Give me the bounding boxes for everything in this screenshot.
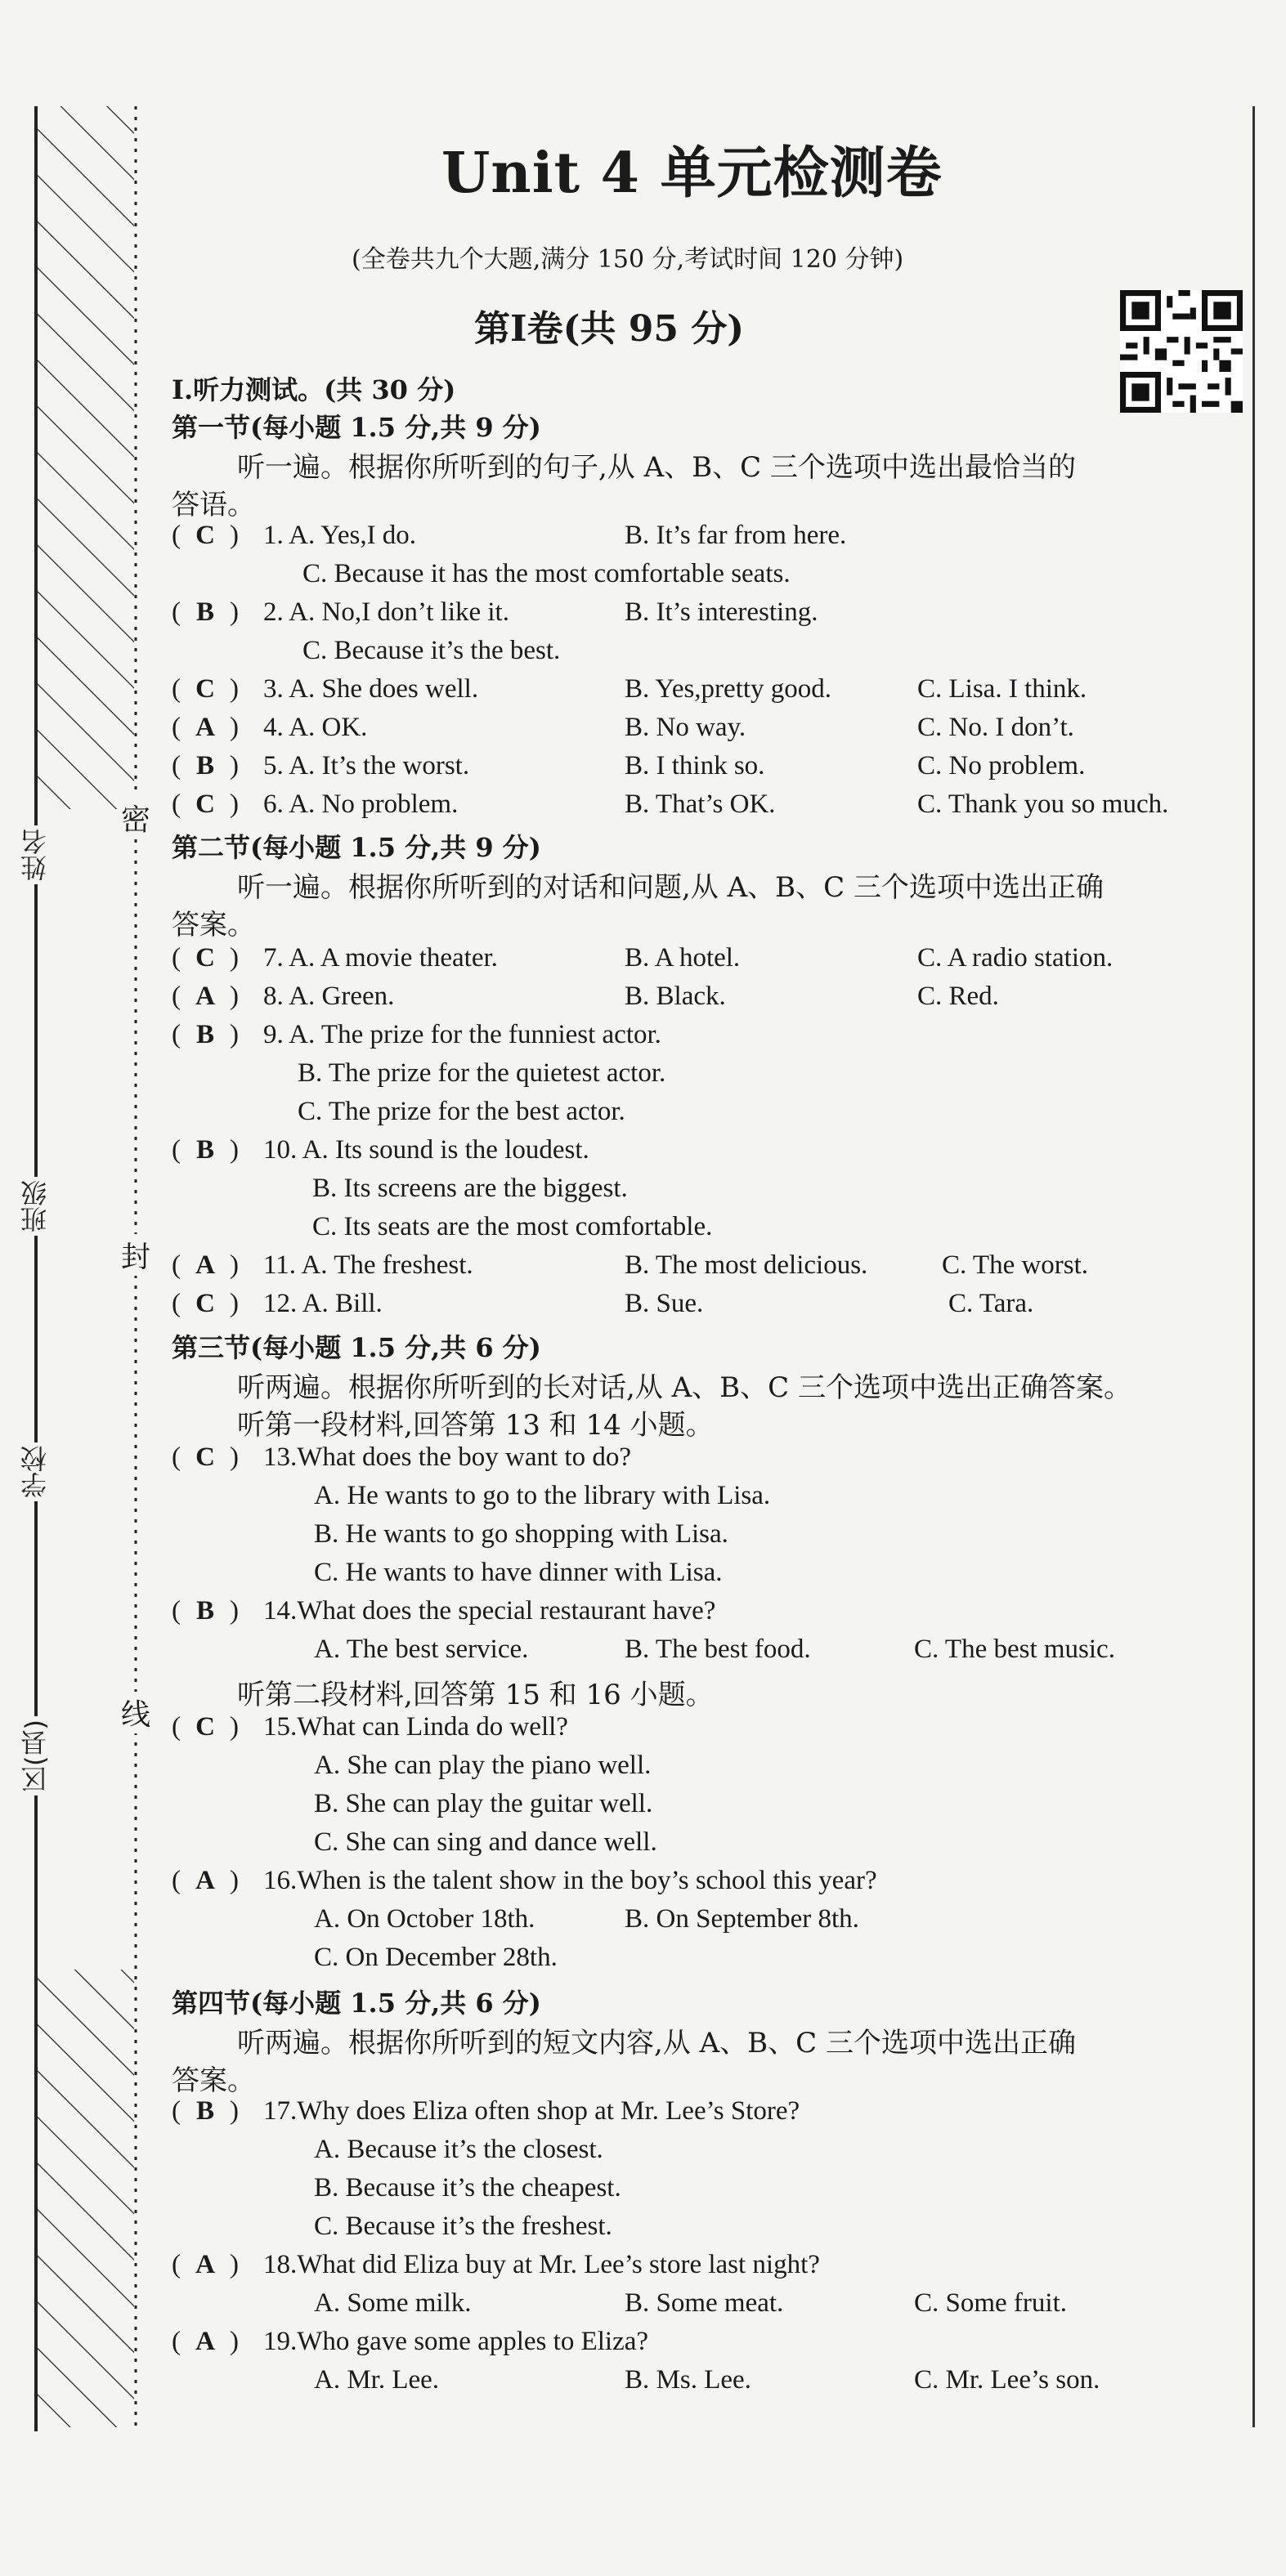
section2-heading: 第二节(每小题 1.5 分,共 9 分) — [172, 832, 541, 863]
answer-paren: ( A ) — [172, 982, 239, 1011]
q13-option-b: B. He wants to go shopping with Lisa. — [314, 1519, 728, 1549]
answer-2: B — [195, 597, 214, 627]
answer-paren: ( A ) — [172, 2250, 239, 2279]
q13-option-c: C. He wants to have dinner with Lisa. — [314, 1558, 723, 1587]
q3-option-c: C. Lisa. I think. — [917, 674, 1087, 704]
answer-paren: ( B ) — [172, 751, 239, 780]
answer-15: C — [195, 1712, 215, 1742]
answer-paren: ( A ) — [172, 2327, 239, 2356]
answer-paren: ( C ) — [172, 674, 239, 704]
listening-heading: Ⅰ.听力测试。(共 30 分) — [172, 374, 456, 405]
section2-instruction-cont: 答案。 — [172, 909, 255, 941]
seal-char-mi: 密 — [121, 797, 150, 839]
q15-option-b: B. She can play the guitar well. — [314, 1789, 653, 1818]
answer-18: A — [195, 2250, 215, 2279]
q4-option-c: C. No. I don’t. — [917, 713, 1074, 742]
q3-option-a: 3. A. She does well. — [263, 674, 479, 704]
answer-10: B — [195, 1135, 214, 1165]
q12-option-b: B. Sue. — [625, 1289, 704, 1318]
q7-option-c: C. A radio station. — [917, 943, 1113, 973]
answer-paren: ( A ) — [172, 1250, 239, 1280]
section3-material-2: 听第二段材料,回答第 15 和 16 小题。 — [237, 1679, 714, 1711]
section3-material-1: 听第一段材料,回答第 13 和 14 小题。 — [237, 1409, 714, 1442]
q11-option-b: B. The most delicious. — [625, 1250, 868, 1280]
answer-4: A — [195, 713, 215, 742]
answer-13: C — [195, 1442, 215, 1472]
answer-paren: ( B ) — [172, 1020, 239, 1049]
answer-paren: ( B ) — [172, 2096, 239, 2126]
q19-option-a: A. Mr. Lee. — [314, 2365, 440, 2395]
section4-instruction: 听两遍。根据你所听到的短文内容,从 A、B、C 三个选项中选出正确 — [237, 2027, 1076, 2059]
q1-option-a: 1. A. Yes,I do. — [263, 521, 417, 550]
q14-stem: 14.What does the special restaurant have? — [263, 1596, 716, 1626]
answer-paren: ( A ) — [172, 1866, 239, 1895]
answer-14: B — [195, 1596, 214, 1626]
q18-option-a: A. Some milk. — [314, 2288, 472, 2318]
answer-12: C — [195, 1289, 215, 1318]
q17-option-c: C. Because it’s the freshest. — [314, 2212, 612, 2241]
section1-instruction: 听一遍。根据你所听到的句子,从 A、B、C 三个选项中选出最恰当的 — [237, 451, 1076, 484]
q4-option-a: 4. A. OK. — [263, 713, 368, 742]
answer-6: C — [195, 789, 215, 819]
page-title: Unit 4 单元检测卷 — [441, 141, 943, 206]
q1-option-c: C. Because it has the most comfortable seats. — [302, 559, 791, 588]
q9-option-a: 9. A. The prize for the funniest actor. — [263, 1020, 661, 1049]
q14-option-b: B. The best food. — [625, 1635, 811, 1664]
q16-option-a: A. On October 18th. — [314, 1904, 535, 1934]
q16-option-b: B. On September 8th. — [625, 1904, 859, 1934]
q13-option-a: A. He wants to go to the library with Lisa. — [314, 1481, 771, 1510]
q2-option-a: 2. A. No,I don’t like it. — [263, 597, 509, 627]
q11-option-c: C. The worst. — [942, 1250, 1089, 1280]
answer-paren: ( C ) — [172, 789, 239, 819]
answer-3: C — [195, 674, 215, 704]
q15-stem: 15.What can Linda do well? — [263, 1712, 568, 1742]
q14-option-c: C. The best music. — [914, 1635, 1115, 1664]
answer-1: C — [195, 521, 215, 550]
answer-paren: ( B ) — [172, 597, 239, 627]
q10-option-c: C. Its seats are the most comfortable. — [312, 1212, 713, 1241]
answer-17: B — [195, 2096, 214, 2126]
q2-option-c: C. Because it’s the best. — [302, 636, 561, 665]
q8-option-a: 8. A. Green. — [263, 982, 395, 1011]
q13-stem: 13.What does the boy want to do? — [263, 1442, 631, 1472]
answer-7: C — [195, 943, 215, 973]
q16-option-c: C. On December 28th. — [314, 1943, 558, 1972]
q5-option-c: C. No problem. — [917, 751, 1086, 780]
q10-option-a: 10. A. Its sound is the loudest. — [263, 1135, 589, 1165]
q6-option-c: C. Thank you so much. — [917, 789, 1169, 819]
answer-8: A — [195, 982, 215, 1011]
answer-5: B — [195, 751, 214, 780]
q15-option-a: A. She can play the piano well. — [314, 1751, 652, 1780]
field-name-label: 姓名 — [16, 825, 54, 884]
section4-heading: 第四节(每小题 1.5 分,共 6 分) — [172, 1988, 541, 2019]
q7-option-b: B. A hotel. — [625, 943, 741, 973]
seal-char-feng: 封 — [121, 1234, 150, 1276]
q6-option-b: B. That’s OK. — [625, 789, 776, 819]
q8-option-c: C. Red. — [917, 982, 999, 1011]
hatch-bottom — [36, 1970, 134, 2427]
q19-option-b: B. Ms. Lee. — [625, 2365, 751, 2395]
answer-paren: ( C ) — [172, 943, 239, 973]
answer-paren: ( C ) — [172, 521, 239, 550]
part-title: 第Ⅰ卷(共 95 分) — [474, 308, 745, 350]
q10-option-b: B. Its screens are the biggest. — [312, 1174, 628, 1203]
answer-paren: ( A ) — [172, 713, 239, 742]
answer-16: A — [195, 1866, 215, 1895]
answer-19: A — [195, 2327, 215, 2356]
answer-paren: ( B ) — [172, 1135, 239, 1165]
hatch-top — [36, 106, 134, 809]
q14-option-a: A. The best service. — [314, 1635, 529, 1664]
q4-option-b: B. No way. — [625, 713, 746, 742]
answer-paren: ( C ) — [172, 1289, 239, 1318]
q8-option-b: B. Black. — [625, 982, 726, 1011]
q1-option-b: B. It’s far from here. — [625, 521, 847, 550]
section3-heading: 第三节(每小题 1.5 分,共 6 分) — [172, 1332, 541, 1363]
q9-option-b: B. The prize for the quietest actor. — [298, 1058, 666, 1088]
section4-instruction-cont: 答案。 — [172, 2064, 255, 2097]
seal-char-xian: 线 — [121, 1692, 150, 1733]
section2-instruction: 听一遍。根据你所听到的对话和问题,从 A、B、C 三个选项中选出正确 — [237, 871, 1104, 904]
q11-option-a: 11. A. The freshest. — [263, 1250, 473, 1280]
q6-option-a: 6. A. No problem. — [263, 789, 459, 819]
field-class-label: 班级 — [16, 1177, 54, 1236]
section3-instruction: 听两遍。根据你所听到的长对话,从 A、B、C 三个选项中选出正确答案。 — [237, 1371, 1131, 1404]
answer-11: A — [195, 1250, 215, 1280]
answer-9: B — [195, 1020, 214, 1049]
q5-option-b: B. I think so. — [625, 751, 765, 780]
section1-instruction-cont: 答语。 — [172, 489, 255, 521]
q2-option-b: B. It’s interesting. — [625, 597, 818, 627]
field-district-label: 区(县) — [16, 1716, 54, 1796]
q18-option-c: C. Some fruit. — [914, 2288, 1067, 2318]
q7-option-a: 7. A. A movie theater. — [263, 943, 498, 973]
answer-paren: ( C ) — [172, 1442, 239, 1472]
q12-option-c: C. Tara. — [948, 1289, 1034, 1318]
exam-info: (全卷共九个大题,满分 150 分,考试时间 120 分钟) — [352, 245, 904, 274]
q19-option-c: C. Mr. Lee’s son. — [914, 2365, 1100, 2395]
q15-option-c: C. She can sing and dance well. — [314, 1827, 657, 1857]
q16-stem: 16.When is the talent show in the boy’s school this year? — [263, 1866, 877, 1895]
section1-heading: 第一节(每小题 1.5 分,共 9 分) — [172, 412, 541, 443]
q17-option-a: A. Because it’s the closest. — [314, 2135, 603, 2164]
q3-option-b: B. Yes,pretty good. — [625, 674, 832, 704]
q5-option-a: 5. A. It’s the worst. — [263, 751, 470, 780]
binding-strip — [0, 0, 147, 2576]
answer-paren: ( B ) — [172, 1596, 239, 1626]
q19-stem: 19.Who gave some apples to Eliza? — [263, 2327, 649, 2356]
column-divider — [1252, 106, 1255, 2427]
answer-paren: ( C ) — [172, 1712, 239, 1742]
q17-stem: 17.Why does Eliza often shop at Mr. Lee’s Store? — [263, 2096, 800, 2126]
q12-option-a: 12. A. Bill. — [263, 1289, 383, 1318]
field-school-label: 学校 — [16, 1442, 54, 1501]
qr-code — [1120, 290, 1243, 413]
q18-option-b: B. Some meat. — [625, 2288, 784, 2318]
q18-stem: 18.What did Eliza buy at Mr. Lee’s store last night? — [263, 2250, 820, 2279]
q17-option-b: B. Because it’s the cheapest. — [314, 2173, 621, 2203]
q9-option-c: C. The prize for the best actor. — [298, 1097, 625, 1126]
